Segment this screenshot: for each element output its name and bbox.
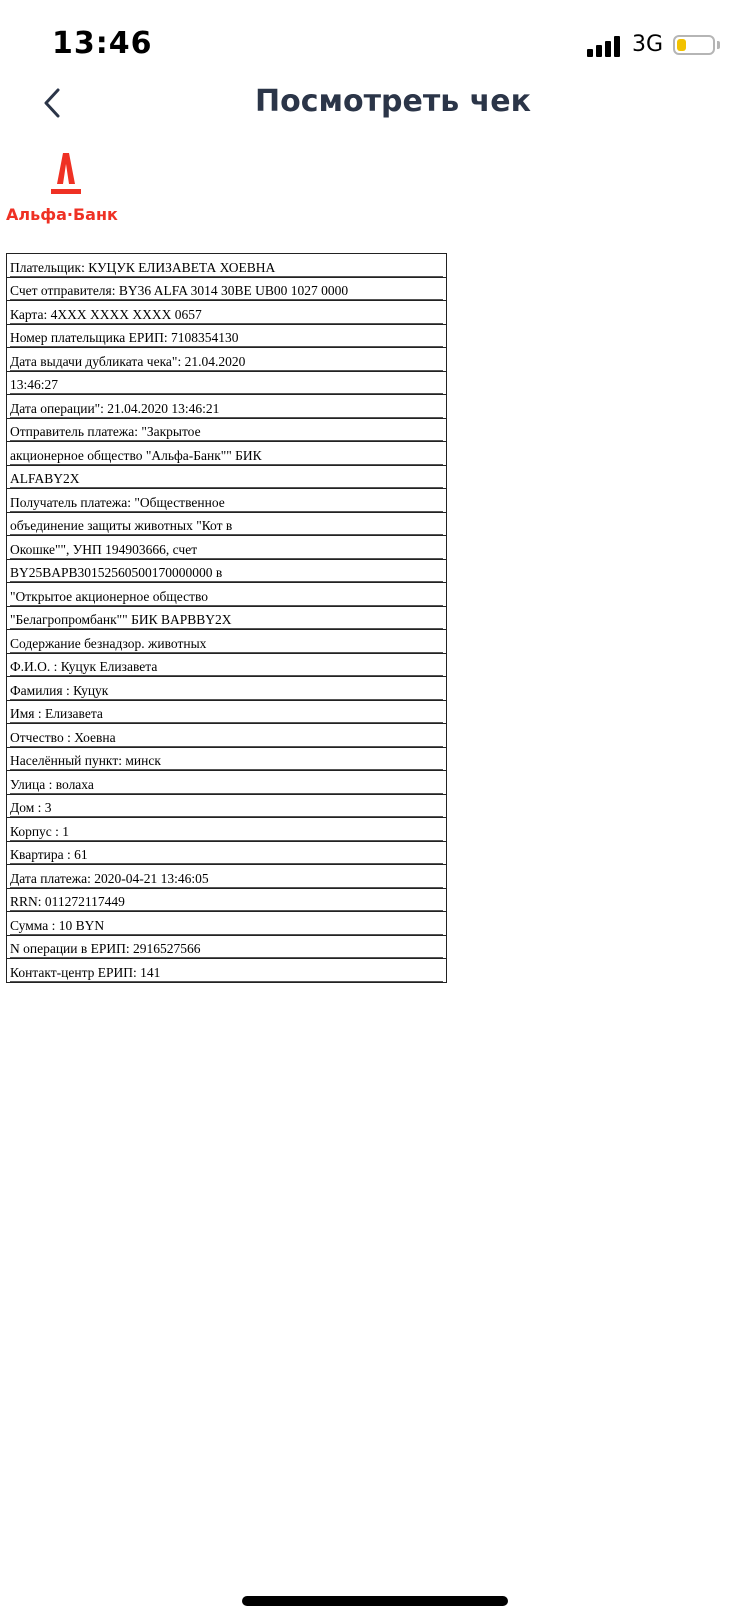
receipt-cell <box>7 935 447 959</box>
receipt-cell <box>7 324 447 348</box>
receipt-line-text: Дом : 3 <box>10 800 443 817</box>
receipt-line-text: Фамилия : Куцук <box>10 683 443 700</box>
receipt-line-text: Отправитель платежа: "Закрытое <box>10 424 443 441</box>
receipt-cell <box>7 418 447 442</box>
receipt-line-text: акционерное общество "Альфа-Банк"" БИК <box>10 448 443 465</box>
receipt-cell <box>7 841 447 865</box>
receipt-line-text: Отчество : Хоевна <box>10 730 443 747</box>
receipt-row <box>7 536 447 560</box>
receipt-line-text: BY25BAPB30152560500170000000 в <box>10 565 443 582</box>
receipt-row <box>7 794 447 818</box>
receipt-row <box>7 677 447 701</box>
receipt-line-text: Счет отправителя: BY36 ALFA 3014 30BE UB00 1027 0000 <box>10 283 443 300</box>
receipt-cell <box>7 771 447 795</box>
receipt-line-text: 13:46:27 <box>10 377 443 394</box>
receipt-line-text: Окошке"", УНП 194903666, счет <box>10 542 443 559</box>
receipt-row <box>7 912 447 936</box>
receipt-row <box>7 724 447 748</box>
receipt-line-text: Квартира : 61 <box>10 847 443 864</box>
home-indicator <box>242 1596 508 1606</box>
receipt-cell <box>7 395 447 419</box>
status-time: 13:46 <box>52 26 153 61</box>
receipt-cell <box>7 442 447 466</box>
receipt-line-text: ALFABY2X <box>10 471 443 488</box>
receipt-row <box>7 818 447 842</box>
receipt-row <box>7 771 447 795</box>
receipt-line-text: объединение защиты животных "Кот в <box>10 518 443 535</box>
receipt-row <box>7 489 447 513</box>
cellular-signal-icon <box>587 35 623 57</box>
receipt-cell <box>7 959 447 983</box>
receipt-line-text: Плательщик: КУЦУК ЕЛИЗАВЕТА ХОЕВНА <box>10 260 443 277</box>
receipt-row <box>7 348 447 372</box>
receipt-cell <box>7 888 447 912</box>
receipt-row <box>7 277 447 301</box>
receipt-row <box>7 583 447 607</box>
page-title: Посмотреть чек <box>255 84 531 119</box>
receipt-row <box>7 888 447 912</box>
receipt-row <box>7 841 447 865</box>
receipt-cell <box>7 606 447 630</box>
alfa-bank-logo-text: Альфа·Банк <box>6 205 118 224</box>
receipt-cell <box>7 653 447 677</box>
receipt-line-text: Содержание безнадзор. животных <box>10 636 443 653</box>
receipt-cell <box>7 348 447 372</box>
battery-level <box>677 39 686 51</box>
receipt-line-text: RRN: 011272117449 <box>10 894 443 911</box>
receipt-line-text: Имя : Елизавета <box>10 706 443 723</box>
receipt-cell <box>7 512 447 536</box>
receipt-line-text: Номер плательщика ЕРИП: 7108354130 <box>10 330 443 347</box>
receipt-line-text: Дата операции": 21.04.2020 13:46:21 <box>10 401 443 418</box>
receipt-cell <box>7 371 447 395</box>
alfa-bank-a-icon <box>46 150 86 200</box>
receipt-line-text: "Белагропромбанк"" БИК BAPBBY2X <box>10 612 443 629</box>
receipt-cell <box>7 912 447 936</box>
receipt-row <box>7 254 447 278</box>
receipt-row <box>7 324 447 348</box>
receipt-cell <box>7 583 447 607</box>
receipt-row <box>7 959 447 983</box>
receipt-row <box>7 465 447 489</box>
battery-icon <box>673 35 715 55</box>
receipt-line-text: N операции в ЕРИП: 2916527566 <box>10 941 443 958</box>
battery-cap <box>717 41 720 49</box>
receipt-line-text: Ф.И.О. : Куцук Елизавета <box>10 659 443 676</box>
receipt-row <box>7 630 447 654</box>
receipt-cell <box>7 818 447 842</box>
receipt-line-text: Улица : волаха <box>10 777 443 794</box>
receipt-line-text: Сумма : 10 BYN <box>10 918 443 935</box>
receipt-table <box>6 253 447 983</box>
receipt-cell <box>7 677 447 701</box>
receipt-line-text: Населённый пункт: минск <box>10 753 443 770</box>
receipt-row <box>7 371 447 395</box>
receipt-line-text: Корпус : 1 <box>10 824 443 841</box>
receipt-row <box>7 865 447 889</box>
receipt-cell <box>7 465 447 489</box>
receipt-cell <box>7 630 447 654</box>
receipt-row <box>7 653 447 677</box>
receipt-cell <box>7 536 447 560</box>
receipt-cell <box>7 559 447 583</box>
receipt-cell <box>7 747 447 771</box>
receipt-line-text: Контакт-центр ЕРИП: 141 <box>10 965 443 982</box>
receipt-line-text: Карта: 4XXX XXXX XXXX 0657 <box>10 307 443 324</box>
receipt-cell <box>7 489 447 513</box>
receipt-row <box>7 747 447 771</box>
receipt-cell <box>7 277 447 301</box>
receipt-row <box>7 606 447 630</box>
alfa-bank-logo <box>6 150 126 230</box>
receipt-row <box>7 301 447 325</box>
receipt-row <box>7 395 447 419</box>
receipt-line-text: Получатель платежа: "Общественное <box>10 495 443 512</box>
receipt-cell <box>7 301 447 325</box>
receipt-row <box>7 559 447 583</box>
receipt-cell <box>7 254 447 278</box>
status-bar <box>0 0 750 80</box>
receipt-cell <box>7 700 447 724</box>
receipt-row <box>7 418 447 442</box>
receipt-cell <box>7 794 447 818</box>
receipt-row <box>7 442 447 466</box>
receipt-row <box>7 700 447 724</box>
receipt-row <box>7 512 447 536</box>
receipt-line-text: Дата выдачи дубликата чека": 21.04.2020 <box>10 354 443 371</box>
network-type: 3G <box>632 32 664 57</box>
receipt-cell <box>7 865 447 889</box>
receipt-line-text: "Открытое акционерное общество <box>10 589 443 606</box>
receipt-line-text: Дата платежа: 2020-04-21 13:46:05 <box>10 871 443 888</box>
receipt-row <box>7 935 447 959</box>
receipt-cell <box>7 724 447 748</box>
